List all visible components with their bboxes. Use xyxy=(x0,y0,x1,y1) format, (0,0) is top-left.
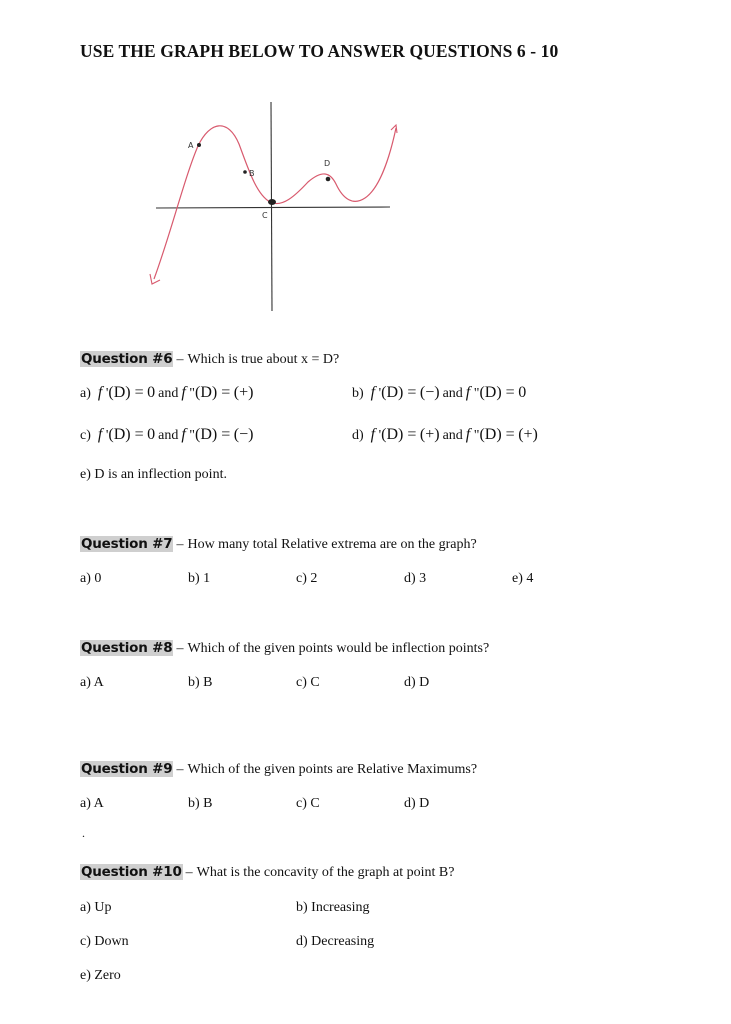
question-6-label: Question #6 xyxy=(81,351,173,367)
q7-option-b[interactable]: b) 1 xyxy=(188,571,211,586)
q9-option-a[interactable]: a) A xyxy=(80,796,104,811)
q10-option-a[interactable]: a) Up xyxy=(80,900,112,915)
q6-option-c[interactable]: c) f '(D) = 0 and f "(D) = (−) xyxy=(80,426,254,443)
label-a: A xyxy=(188,141,194,150)
question-7-text: How many total Relative extrema are on the graph? xyxy=(187,537,477,552)
q7-option-c[interactable]: c) 2 xyxy=(296,571,318,586)
question-7-label: Question #7 xyxy=(81,536,173,552)
q6-option-b[interactable]: b) f '(D) = (−) and f "(D) = 0 xyxy=(352,384,527,401)
q10-option-d[interactable]: d) Decreasing xyxy=(296,934,375,949)
q8-option-d[interactable]: d) D xyxy=(404,675,430,690)
page-header: USE THE GRAPH BELOW TO ANSWER QUESTIONS 6 - 10 xyxy=(80,41,559,61)
label-b: B xyxy=(249,169,255,178)
question-9-label: Question #9 xyxy=(81,761,173,777)
question-10-label: Question #10 xyxy=(81,864,182,880)
q7-option-e[interactable]: e) 4 xyxy=(512,571,534,586)
q9-option-b[interactable]: b) B xyxy=(188,796,213,811)
q6-option-a[interactable]: a) f '(D) = 0 and f "(D) = (+) xyxy=(80,384,254,401)
q10-option-c[interactable]: c) Down xyxy=(80,934,129,949)
q8-option-c[interactable]: c) C xyxy=(296,675,320,690)
x-axis xyxy=(156,207,390,208)
point-d xyxy=(326,177,331,182)
q7-option-d[interactable]: d) 3 xyxy=(404,571,427,586)
point-a xyxy=(197,143,201,147)
question-8-label: Question #8 xyxy=(81,640,173,656)
label-d: D xyxy=(324,159,331,168)
point-c xyxy=(268,199,276,205)
question-9: Question #9 – Which of the given points are Relative Maximums? xyxy=(81,761,478,777)
question-6: Question #6 – Which is true about x = D? xyxy=(81,351,340,367)
q8-option-b[interactable]: b) B xyxy=(188,675,213,690)
q10-option-b[interactable]: b) Increasing xyxy=(296,900,370,915)
q7-option-a[interactable]: a) 0 xyxy=(80,571,102,586)
question-9-text: Which of the given points are Relative Maximums? xyxy=(187,762,478,777)
q9-option-d[interactable]: d) D xyxy=(404,796,430,811)
q8-option-a[interactable]: a) A xyxy=(80,675,104,690)
q6-option-d[interactable]: d) f '(D) = (+) and f "(D) = (+) xyxy=(352,426,538,443)
question-10: Question #10 – What is the concavity of the graph at point B? xyxy=(81,864,455,880)
q9-option-c[interactable]: c) C xyxy=(296,796,320,811)
point-b xyxy=(243,170,247,174)
arrow-up-right xyxy=(391,125,397,133)
q6-option-e[interactable]: e) D is an inflection point. xyxy=(80,467,227,482)
question-10-text: What is the concavity of the graph at point B? xyxy=(196,865,455,880)
label-c: C xyxy=(262,211,268,220)
q10-option-e[interactable]: e) Zero xyxy=(80,968,121,983)
question-6-text: Which is true about x = D? xyxy=(187,352,340,367)
question-7: Question #7 – How many total Relative extrema are on the graph? xyxy=(81,536,477,552)
stray-mark: . xyxy=(82,826,85,840)
question-8: Question #8 – Which of the given points would be inflection points? xyxy=(81,640,490,656)
question-8-text: Which of the given points would be inflection points? xyxy=(187,641,490,656)
function-graph xyxy=(140,96,400,316)
y-axis xyxy=(271,102,272,311)
